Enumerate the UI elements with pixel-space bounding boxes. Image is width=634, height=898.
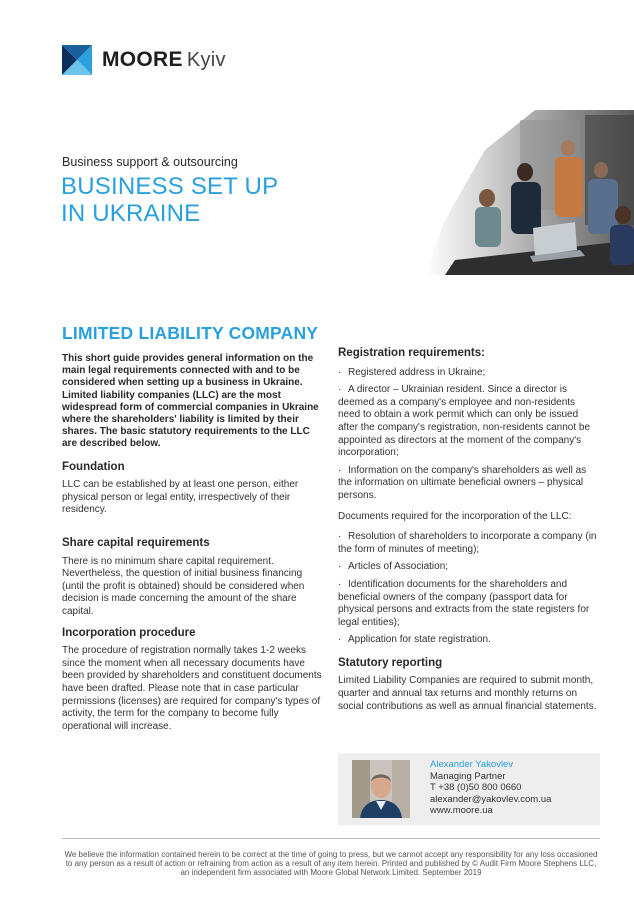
left-column (62, 353, 324, 739)
title-line-1: BUSINESS SET UP (61, 173, 279, 200)
hero-photo (425, 110, 634, 275)
disclaimer: We believe the information contained herein to be correct at the time of going to press, but we cannot accept any responsibility for any loss occasioned to any person as a result of action or refraining from action as a result of any item herein. Printed and published by © Audit Firm Moore Stephens LLC, an independent firm associated with Moore Global Network Limited. September 2019 (64, 850, 598, 878)
foundation-heading: Foundation (62, 460, 125, 473)
share-capital-text: There is no minimum share capital requirement. Nevertheless, the question of initial business financing (until the profit is obtained) should be considered when decision is made concerning the amount of the share capital. (62, 555, 305, 617)
documents-intro: Documents required for the incorporation of the LLC: (338, 510, 572, 522)
logo-brand: MOORE (102, 48, 183, 71)
list-item: · Application for state registration. (338, 634, 491, 646)
statutory-reporting-text: Limited Liability Companies are required to submit month, quarter and annual tax returns and monthly returns on social contributions as well as annual financial statements. (338, 675, 597, 712)
intro-paragraph: This short guide provides general information on the main legal requirements connected with and to be considered when setting up a business in Ukraine. Limited liability companies (LLC) are the most widespread form of commercial companies in Ukraine where the shareholders' liability is limited by their shares. The basic statutory requirements to the LLC are described below. (62, 353, 319, 450)
right-column (338, 347, 600, 719)
share-capital-heading: Share capital requirements (62, 537, 210, 549)
list-item: · Information on the company's shareholders as well as the information on ultimate beneficial owners – physical persons. (338, 464, 587, 501)
contact-phone: T +38 (0)50 800 0660 (430, 782, 522, 793)
page-title (61, 173, 278, 227)
logo-city: Kyiv (186, 49, 226, 71)
moore-logo-icon (62, 45, 92, 75)
footer-divider (62, 838, 600, 839)
title-line-2: IN UKRAINE (61, 200, 201, 227)
contact-name: Alexander Yakovlev (430, 759, 514, 770)
list-item: · Articles of Association; (338, 561, 449, 573)
incorporation-heading: Incorporation procedure (62, 626, 196, 639)
section-title: LIMITED LIABILITY COMPANY (62, 323, 319, 343)
contact-website[interactable]: www.moore.ua (430, 805, 493, 816)
contact-details (430, 759, 551, 817)
contact-photo (352, 760, 410, 818)
foundation-text: LLC can be established by at least one person, either physical person or legal entity, irrespectively of their residency. (62, 479, 299, 516)
contact-role: Managing Partner (430, 770, 506, 782)
list-item: · Resolution of shareholders to incorporate a company (in the form of minutes of meeting); (338, 531, 597, 555)
header-kicker: Business support & outsourcing (62, 155, 238, 169)
registration-heading: Registration requirements: (338, 347, 485, 359)
list-item: · A director – Ukrainian resident. Since a director is deemed as a company's employee and non-residents need to obtain a work permit which can only be issued after the company's registration, non-residents cannot be appointed as directors at the moment of the company's incorporation; (338, 384, 591, 459)
moore-logo (62, 45, 226, 75)
statutory-reporting-heading: Statutory reporting (338, 656, 443, 669)
list-item: · Identification documents for the shareholders and beneficial owners of the company (passport data for physical persons and extracts from the state registers for legal entities); (338, 578, 590, 628)
incorporation-text: The procedure of registration normally takes 1-2 weeks since the moment when all necessary documents have been provided by shareholders and constituent documents have been drafted. Please note that in case particular permissions (licenses) are required for company's types of activity, the term for the company to become fully operational will increase. (62, 645, 322, 732)
contact-email[interactable]: alexander@yakovlev.com.ua (430, 793, 552, 805)
list-item: · Registered address in Ukraine; (338, 366, 486, 378)
contact-card (338, 753, 600, 825)
